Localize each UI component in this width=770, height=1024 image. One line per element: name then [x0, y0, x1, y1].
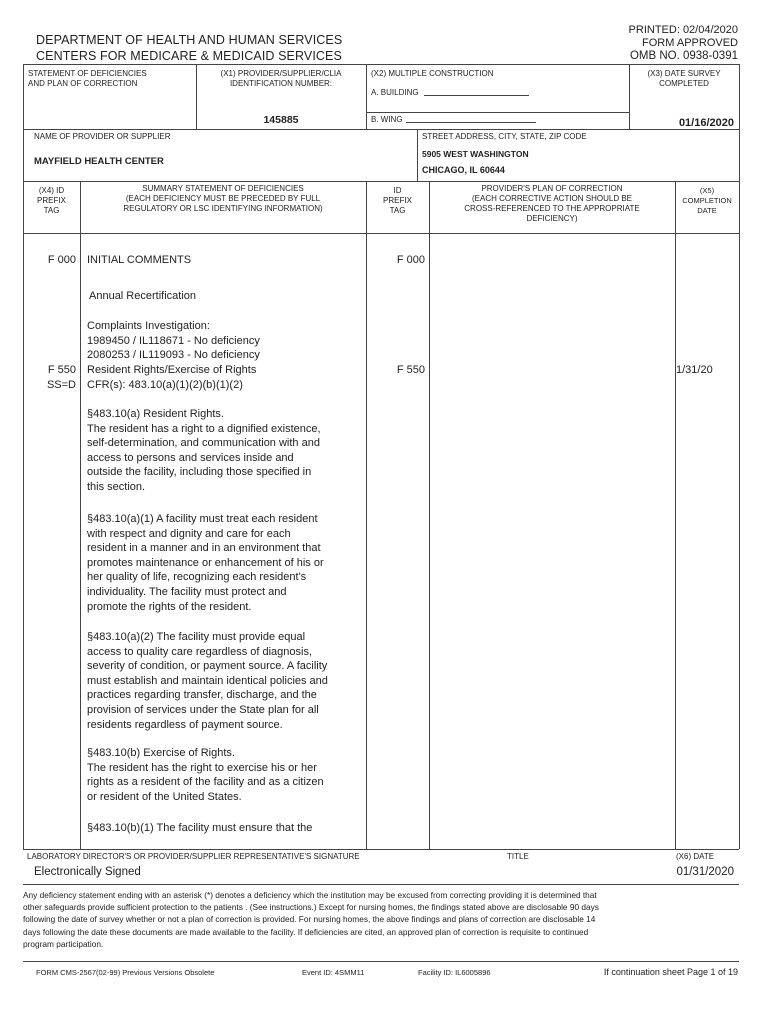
paragraph-b: §483.10(b) Exercise of Rights. The resident has the right to exercise his or her rights as a resident of the facility and as a citizen or resident of the United States. — [87, 747, 324, 803]
signature-date: 01/31/2020 — [676, 866, 734, 878]
tag-prefix-f000: F 000 — [47, 254, 76, 266]
rule — [23, 181, 739, 182]
divider — [366, 64, 367, 129]
paragraph-a2: §483.10(a)(2) The facility must provide equal access to quality care regardless of diagnosis, severity of condition, or payment source. A facility must establish and maintain identical policies and practices regarding transfer, discharge, and the provision of services under the State plan for all residents regardless of payment source. — [87, 631, 328, 731]
f550-title-block: Resident Rights/Exercise of Rights CFR(s): 483.10(a)(1)(2)(b)(1)(2) — [87, 364, 257, 391]
col-divider — [429, 181, 430, 849]
x2-label: (X2) MULTIPLE CONSTRUCTION — [371, 69, 494, 78]
x6-date-label: (X6) DATE — [676, 852, 715, 861]
rule — [23, 64, 739, 65]
wing-field — [406, 122, 536, 123]
id-prefix-f550: F 550 — [396, 364, 425, 376]
department-title: DEPARTMENT OF HEALTH AND HUMAN SERVICES — [36, 33, 343, 47]
col-divider — [80, 181, 81, 849]
x4-header: (X4) ID PREFIX TAG — [37, 186, 66, 215]
provider-name: MAYFIELD HEALTH CENTER — [34, 156, 164, 167]
facility-id: Facility ID: IL6005896 — [418, 968, 491, 977]
event-id: Event ID: 4SMM11 — [302, 968, 365, 977]
omb-number: OMB NO. 0938-0391 — [629, 50, 738, 62]
initial-comments-title: INITIAL COMMENTS — [87, 254, 192, 266]
wing-label: B. WING — [371, 115, 403, 124]
paragraph-a1: §483.10(a)(1) A facility must treat each resident with respect and dignity and care for each resident in a manner and in an environment that promotes maintenance or enhancement of his or her quality of life, recognizing each resident's individuality. The facility must protect and promote the rights of the resident. — [87, 513, 324, 613]
rule — [23, 849, 739, 850]
title-label: TITLE — [507, 852, 529, 861]
summary-header: SUMMARY STATEMENT OF DEFICIENCIES (EACH DEFICIENCY MUST BE PRECEDED BY FULL REGULATORY OR LSC IDENTIFYING INFORMATION) — [123, 184, 323, 213]
rule — [23, 884, 739, 885]
rule — [23, 233, 739, 234]
x5-header: (X5) COMPLETION DATE — [682, 186, 732, 215]
id-prefix-f000: F 000 — [396, 254, 425, 266]
annual-recertification: Annual Recertification — [89, 290, 197, 302]
rule — [23, 129, 739, 130]
signature-label: LABORATORY DIRECTOR'S OR PROVIDER/SUPPLIER REPRESENTATIVE'S SIGNATURE — [27, 852, 360, 861]
printed-date: PRINTED: 02/04/2020 — [628, 24, 738, 36]
paragraph-resident-rights: §483.10(a) Resident Rights. The resident has a right to a dignified existence, self-determination, and communication with and access to persons and services inside and outside the facility, including those specified in this section. — [87, 408, 321, 493]
provider-id-number: 145885 — [263, 114, 299, 126]
plan-header: PROVIDER'S PLAN OF CORRECTION (EACH CORRECTIVE ACTION SHOULD BE CROSS-REFERENCED TO THE APPROPRIATE DEFICIENCY) — [464, 184, 640, 223]
col-divider — [675, 181, 676, 849]
form-number: FORM CMS-2567(02-99) Previous Versions Obsolete — [36, 968, 215, 977]
disclaimer: Any deficiency statement ending with an asterisk (*) denotes a deficiency which the institution may be excused from correcting providing it is determined that other safeguards provide sufficient protection to the patients . (See instructions.) Except for nursing homes, the findings stated above are disclosable 90 days following the date of survey whether or not a plan of correction is provided. For nursing homes, the above findings and plans of correction are disclosable 14 days following the date these documents are made available to the facility. If deficiencies are cited, an approved plan of correction is requisite to continued program participation. — [23, 890, 599, 949]
divider — [417, 129, 418, 181]
x1-label: (X1) PROVIDER/SUPPLIER/CLIA IDENTIFICATION NUMBER: — [220, 69, 342, 88]
completion-date: 1/31/20 — [676, 364, 713, 376]
street-address: 5905 WEST WASHINGTON — [422, 149, 529, 159]
col-divider — [366, 181, 367, 849]
tag-prefix-f550: F 550 — [47, 364, 76, 376]
building-label: A. BUILDING — [371, 88, 419, 97]
survey-completed-date: 01/16/2020 — [678, 117, 734, 129]
complaints-block: Complaints Investigation: 1989450 / IL118671 - No deficiency 2080253 / IL119093 - No deficiency — [87, 320, 260, 362]
scope-severity: SS=D — [46, 379, 76, 391]
signature-value: Electronically Signed — [34, 866, 141, 878]
continuation-page: If continuation sheet Page 1 of 19 — [603, 967, 738, 977]
form-approved: FORM APPROVED — [642, 37, 738, 49]
id-header: ID PREFIX TAG — [383, 186, 412, 215]
paragraph-b1: §483.10(b)(1) The facility must ensure that the — [87, 822, 313, 834]
provider-name-label: NAME OF PROVIDER OR SUPPLIER — [34, 132, 171, 141]
city-state-zip: CHICAGO, IL 60644 — [422, 165, 505, 175]
rule — [366, 112, 629, 113]
frame-right — [739, 64, 740, 849]
address-label: STREET ADDRESS, CITY, STATE, ZIP CODE — [422, 132, 587, 141]
building-field — [424, 95, 529, 96]
centers-title: CENTERS FOR MEDICARE & MEDICAID SERVICES — [36, 49, 342, 63]
statement-label: STATEMENT OF DEFICIENCIES AND PLAN OF CORRECTION — [28, 69, 147, 88]
rule — [23, 961, 739, 962]
x3-label: (X3) DATE SURVEY COMPLETED — [647, 69, 721, 88]
